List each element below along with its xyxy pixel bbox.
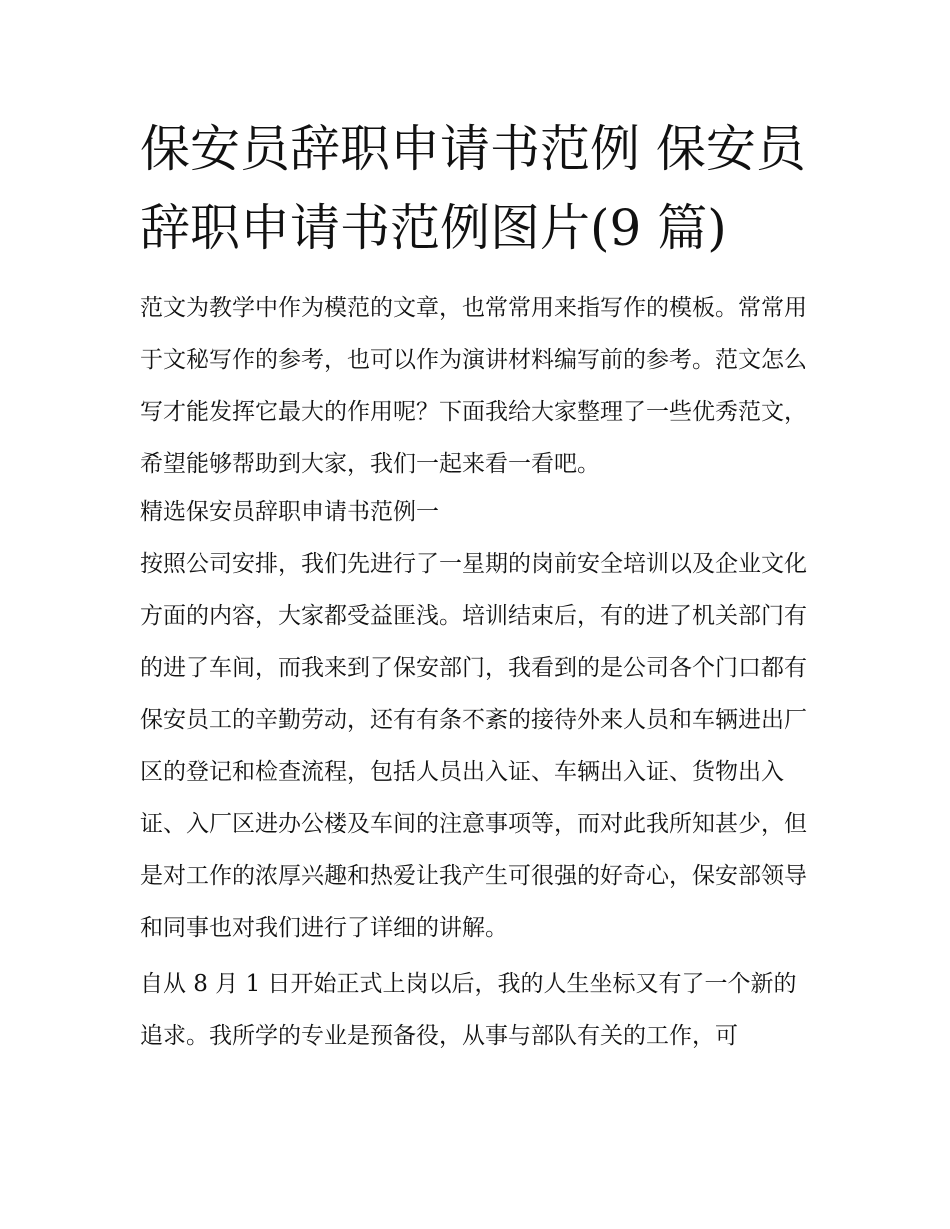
body-paragraph-2: 自从 8 月 1 日开始正式上岗以后，我的人生坐标又有了一个新的追求。我所学的专业是预备役，从事与部队有关的工作，可 xyxy=(140,971,797,1049)
intro-paragraph: 范文为教学中作为模范的文章，也常常用来指写作的模板。常常用于文秘写作的参考，也可以作为演讲材料编写前的参考。范文怎么写才能发挥它最大的作用呢？下面我给大家整理了一些优秀范文，希望能够帮助到大家，我们一起来看一看吧。 xyxy=(140,295,807,477)
body-paragraph-1: 按照公司安排，我们先进行了一星期的岗前安全培训以及企业文化方面的内容，大家都受益匪浅。培训结束后，有的进了机关部门有的进了车间，而我来到了保安部门，我看到的是公司各个门口都有保安员工的辛勤劳动，还有有条不紊的接待外来人员和车辆进出厂区的登记和检查流程，包括人员出入证、车辆出入证、货物出入证、入厂区进办公楼及车间的注意事项等，而对此我所知甚少，但是对工作的浓厚兴趣和热爱让我产生可很强的好奇心，保安部领导和同事也对我们进行了详细的讲解。 xyxy=(140,551,807,941)
section-heading: 精选保安员辞职申请书范例一 xyxy=(140,499,439,525)
document-title-line2: 辞职申请书范例图片(9 篇) xyxy=(140,199,727,257)
document-title xyxy=(140,110,815,268)
document-body xyxy=(140,110,815,1062)
document-title-line1: 保安员辞职申请书范例 保安员 xyxy=(140,120,806,178)
